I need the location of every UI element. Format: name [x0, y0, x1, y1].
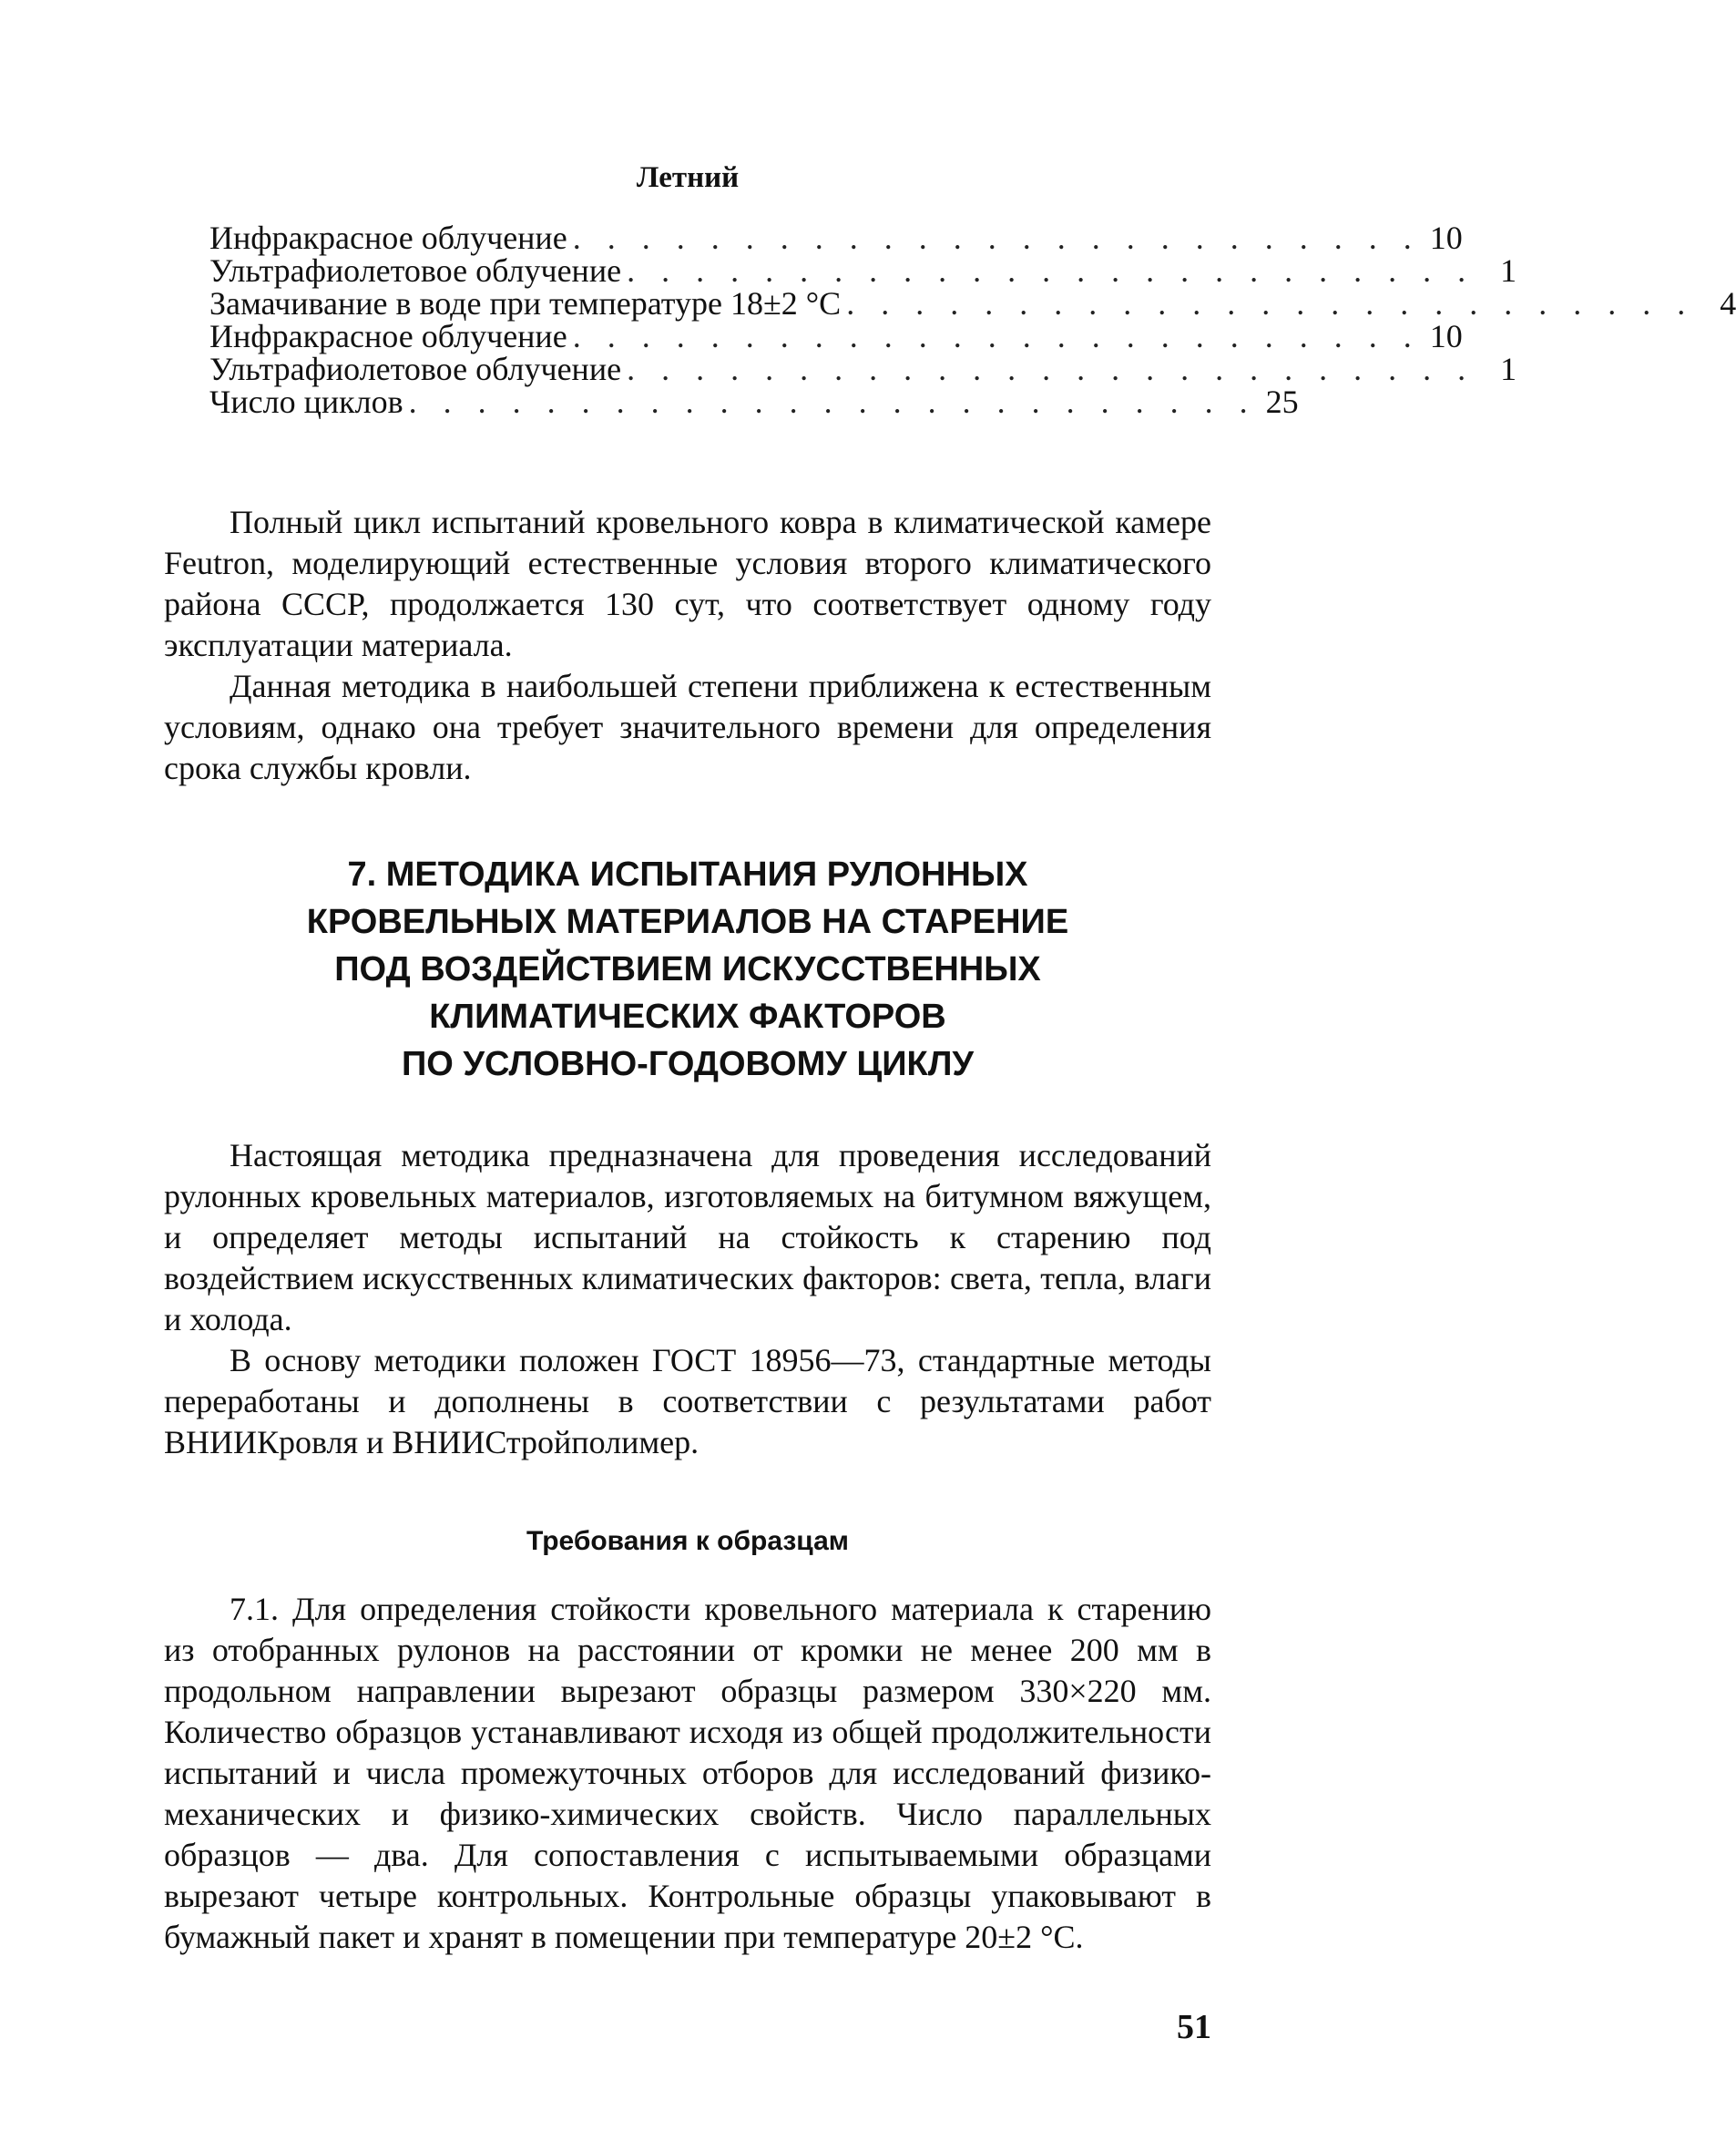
cycle-row [209, 285, 1736, 322]
summer-heading: Летний [636, 161, 740, 194]
cycle-row-label: Число циклов [209, 384, 403, 420]
cycle-row-label: Инфракрасное облучение [209, 318, 567, 354]
cycle-row [209, 318, 1463, 354]
section-title-line: КЛИМАТИЧЕСКИХ ФАКТОРОВ [429, 998, 946, 1036]
cycle-row-label: Замачивание в воде при температуре 18±2 °С [209, 285, 842, 322]
cycle-row-value: 10 [1429, 318, 1463, 354]
leader-dots: . . . . . . . . . . . . . . . . . . . . . . . . . [408, 384, 1257, 420]
cycle-row [209, 220, 1463, 256]
requirements-heading: Требования к образцам [526, 1526, 849, 1556]
leader-dots: . . . . . . . . . . . . . . . . . . . . . . . . . [627, 252, 1476, 289]
cycle-row-label: Ультрафиолетовое облучение [209, 351, 622, 387]
section-title-line: КРОВЕЛЬНЫХ МАТЕРИАЛОВ НА СТАРЕНИЕ [306, 903, 1069, 941]
leader-dots: . . . . . . . . . . . . . . . . . . . . . . . . . [572, 220, 1421, 256]
section-title [164, 851, 1211, 1088]
cycle-row-value: 25 [1265, 384, 1299, 420]
cycle-row-value: 4 [1720, 285, 1736, 322]
cycle-row-label: Ультрафиолетовое облучение [209, 252, 622, 289]
paragraph: 7.1. Для определения стойкости кровельного материала к старению из отобранных рулонов на расстоянии от кромки не менее 200 мм в продольном направлении вырезают образцы размером 330×220 мм. Количество образцов устанавливают исходя из общей продолжительности испытаний и числа промежуточных отборов для исследований физико-механических и физико-химических свойств. Число параллельных образцов — два. Для сопоставления с испытываемыми образцами вырезают четыре контрольных. Контрольные образцы упаковывают в бумажный пакет и хранят в помещении при температуре 20±2 °С. [164, 1591, 1211, 1955]
paragraph: Настоящая методика предназначена для проведения исследований рулонных кровельных материалов, изготовляемых на битумном вяжущем, и определяет методы испытаний на стойкость к старению под воздействием искусственных климатических факторов: света, тепла, влаги и холода. [164, 1137, 1211, 1337]
requirements-body [164, 1589, 1211, 1958]
cycle-row [209, 252, 1517, 289]
section-title-line: ПО УСЛОВНО-ГОДОВОМУ ЦИКЛУ [401, 1045, 975, 1083]
cycle-row [209, 351, 1517, 387]
page-content [164, 159, 1736, 1958]
section-title-line: ПОД ВОЗДЕЙСТВИЕМ ИСКУССТВЕННЫХ [334, 950, 1041, 988]
cycle-table [209, 220, 1736, 420]
paragraph: Данная методика в наибольшей степени приближена к естественным условиям, однако она требует значительного времени для определения срока службы кровли. [164, 668, 1211, 786]
paragraph: В основу методики положен ГОСТ 18956—73, стандартные методы переработаны и дополнены в соответствии с результатами работ ВНИИКровля и ВНИИСтройполимер. [164, 1342, 1211, 1460]
intro-text [164, 502, 1211, 789]
cycle-row-value: 1 [1500, 252, 1517, 289]
page-number: 51 [1177, 2008, 1211, 2046]
cycle-row-value: 10 [1429, 220, 1463, 256]
cycle-row [209, 384, 1299, 420]
cycle-row-label: Инфракрасное облучение [209, 220, 567, 256]
paragraph: Полный цикл испытаний кровельного ковра в климатической камере Feutron, моделирующий естественные условия второго климатического района СССР, продолжается 130 сут, что соответствует одному году эксплуатации материала. [164, 504, 1211, 663]
leader-dots: . . . . . . . . . . . . . . . . . . . . . . . . . [572, 318, 1421, 354]
leader-dots: . . . . . . . . . . . . . . . . . . . . . . . . . [627, 351, 1476, 387]
leader-dots: . . . . . . . . . . . . . . . . . . . . . . . . . [846, 285, 1695, 322]
cycle-row-value: 1 [1500, 351, 1517, 387]
section-body [164, 1135, 1211, 1463]
section-title-line: 7. МЕТОДИКА ИСПЫТАНИЯ РУЛОННЫХ [347, 855, 1028, 894]
